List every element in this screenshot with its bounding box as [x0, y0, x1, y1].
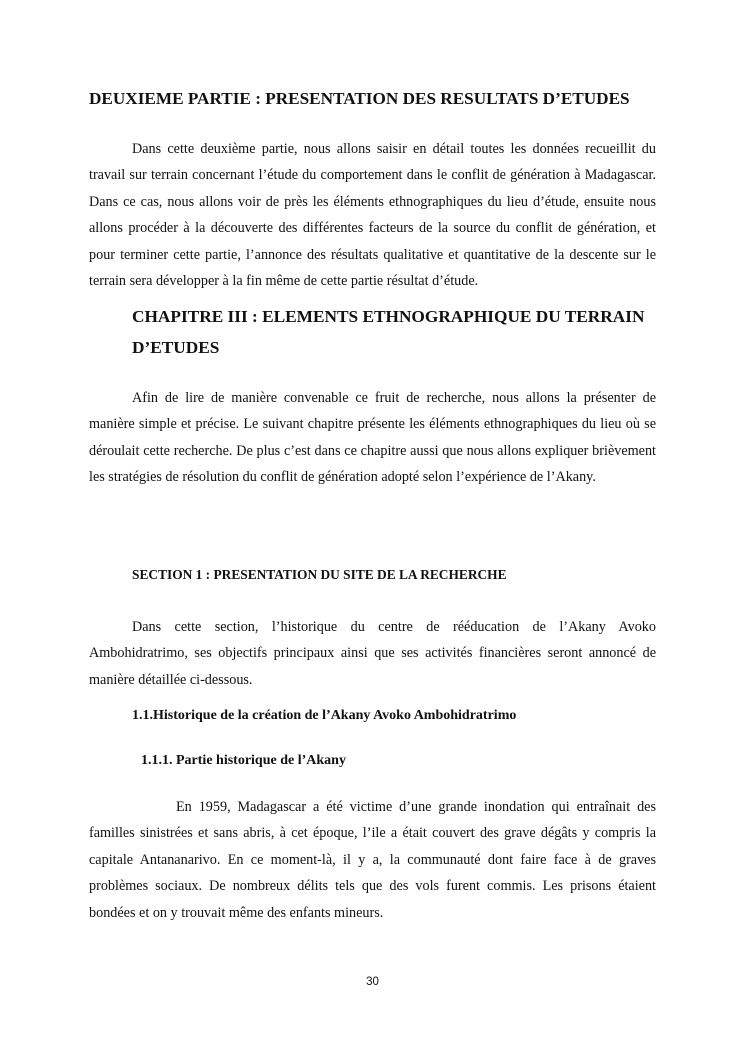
page-number: 30: [366, 976, 379, 988]
chapter-paragraph: Afin de lire de manière convenable ce fruit de recherche, nous allons la présenter de manière simple et précise. Le suivant chapitre présente les éléments ethnographiques du lieu où se déroulait cette recherche. De plus c’est dans ce chapitre aussi que nous allons expliquer brièvement les stratégies de résolution du conflit de génération adopté selon l’expérience de l’Akany.: [89, 390, 656, 486]
chapter-heading: CHAPITRE III : ELEMENTS ETHNOGRAPHIQUE DU TERRAIN D’ETUDES: [132, 307, 645, 357]
subsection-heading: 1.1.Historique de la création de l’Akany Avoko Ambohidratrimo: [132, 708, 517, 723]
section-heading: SECTION 1 : PRESENTATION DU SITE DE LA RECHERCHE: [132, 567, 507, 582]
subsubsection-heading: 1.1.1. Partie historique de l’Akany: [141, 753, 346, 768]
section-paragraph: Dans cette section, l’historique du centre de rééducation de l’Akany Avoko Ambohidratrimo, ses objectifs principaux ainsi que ses activités financières seront annoncé de manière détaillée ci-dessous.: [89, 619, 656, 688]
history-paragraph: En 1959, Madagascar a été victime d’une grande inondation qui entraînait des familles sinistrées et sans abris, à cet époque, l’ile a était couvert des grave dégâts y compris la capitale Antananarivo. En ce moment-là, il y a, la communauté dont faire face à de graves problèmes sociaux. De nombreux délits tels que des vols furent commis. Les prisons étaient bondées et on y trouvait même des enfants mineurs.: [89, 799, 656, 921]
part-heading: DEUXIEME PARTIE : PRESENTATION DES RESULTATS D’ETUDES: [89, 89, 630, 108]
intro-paragraph: Dans cette deuxième partie, nous allons saisir en détail toutes les données recueillit du travail sur terrain concernant l’étude du comportement dans le conflit de génération à Madagascar. Dans ce cas, nous allons voir de près les éléments ethnographiques du lieu d’étude, ensuite nous allons procéder à la découverte des différentes facteurs de la source du conflit de génération, et pour terminer cette partie, l’annonce des résultats qualitative et quantitative de la descente sur le terrain sera développer à la fin même de cette partie résultat d’étude.: [89, 141, 656, 290]
